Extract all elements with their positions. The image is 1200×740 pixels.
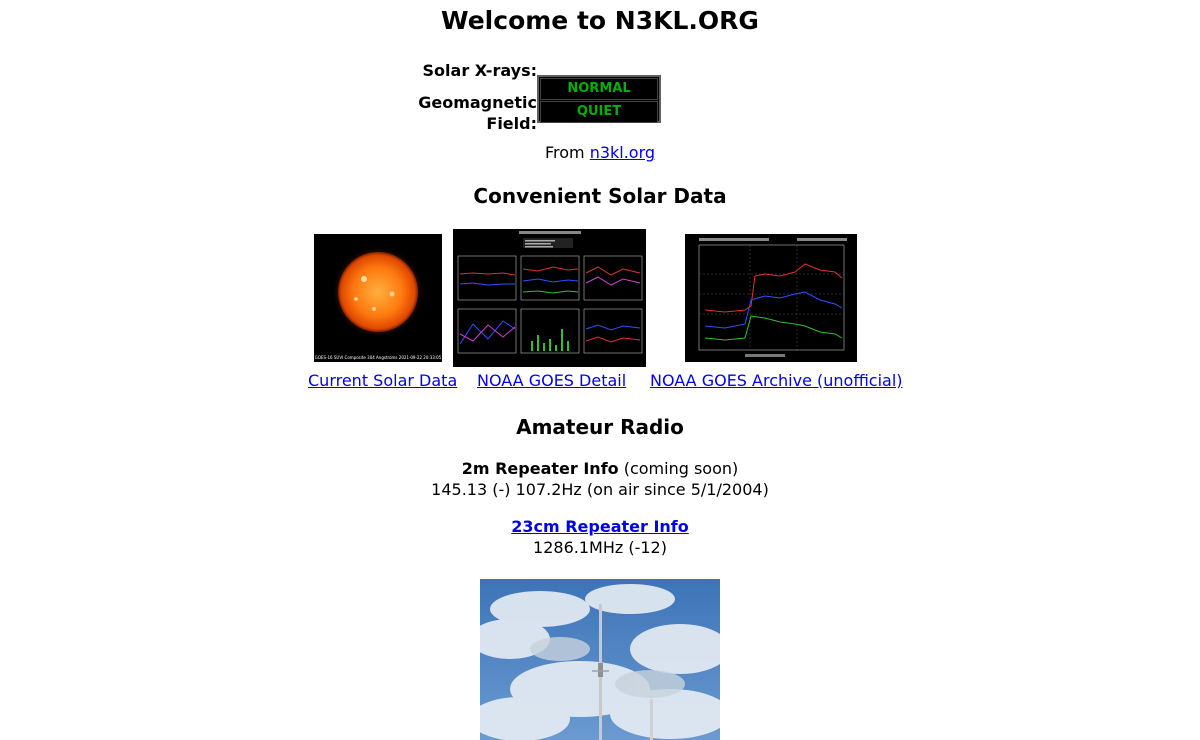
status-display[interactable]: [537, 75, 661, 123]
source-line: [0, 143, 1200, 162]
antenna-photo: [480, 579, 720, 740]
goes-detail-chart-image[interactable]: [453, 229, 646, 367]
geomag-label: [395, 92, 537, 134]
sun-graphic: [314, 234, 442, 362]
repeater-23cm-link[interactable]: 23cm Repeater Info: [511, 517, 689, 536]
antenna-graphic: [480, 579, 720, 740]
page-title: Welcome to N3KL.ORG: [441, 6, 759, 35]
repeater-23cm-detail: 1286.1MHz (-12): [533, 538, 667, 557]
source-link[interactable]: n3kl.org: [589, 143, 656, 162]
geomag-label-line2: Field:: [486, 114, 537, 133]
solar-status-widget: [395, 58, 661, 134]
goes-archive-graphic: [685, 234, 857, 362]
current-solar-data-link[interactable]: Current Solar Data: [308, 371, 458, 390]
amateur-radio-heading: Amateur Radio: [516, 415, 684, 439]
xray-status-value: NORMAL: [540, 78, 658, 100]
geomag-status-value: QUIET: [540, 101, 658, 123]
repeater-2m-detail: 145.13 (-) 107.2Hz (on air since 5/1/2004): [431, 480, 769, 499]
xray-label: Solar X-rays:: [422, 61, 537, 80]
goes-archive-chart-image[interactable]: [685, 234, 857, 362]
repeater-2m-note: (coming soon): [618, 459, 739, 478]
repeater-2m-title: 2m Repeater Info: [461, 459, 619, 478]
source-prefix: From: [544, 143, 590, 162]
status-labels: [395, 58, 537, 134]
repeater-23cm-title-line: [0, 517, 1200, 536]
noaa-goes-detail-link[interactable]: NOAA GOES Detail: [477, 371, 627, 390]
sun-image[interactable]: [314, 234, 442, 362]
geomag-label-line1: Geomagnetic: [418, 93, 537, 112]
repeater-2m-title-line: [0, 459, 1200, 478]
sun-caption: GOES-16 SUVI Composite 304 Angstroms 2021-09-22 20:33:05: [314, 355, 442, 360]
noaa-goes-archive-link[interactable]: NOAA GOES Archive (unofficial): [650, 371, 903, 390]
solar-heading: Convenient Solar Data: [473, 184, 727, 208]
goes-detail-graphic: [453, 229, 646, 367]
